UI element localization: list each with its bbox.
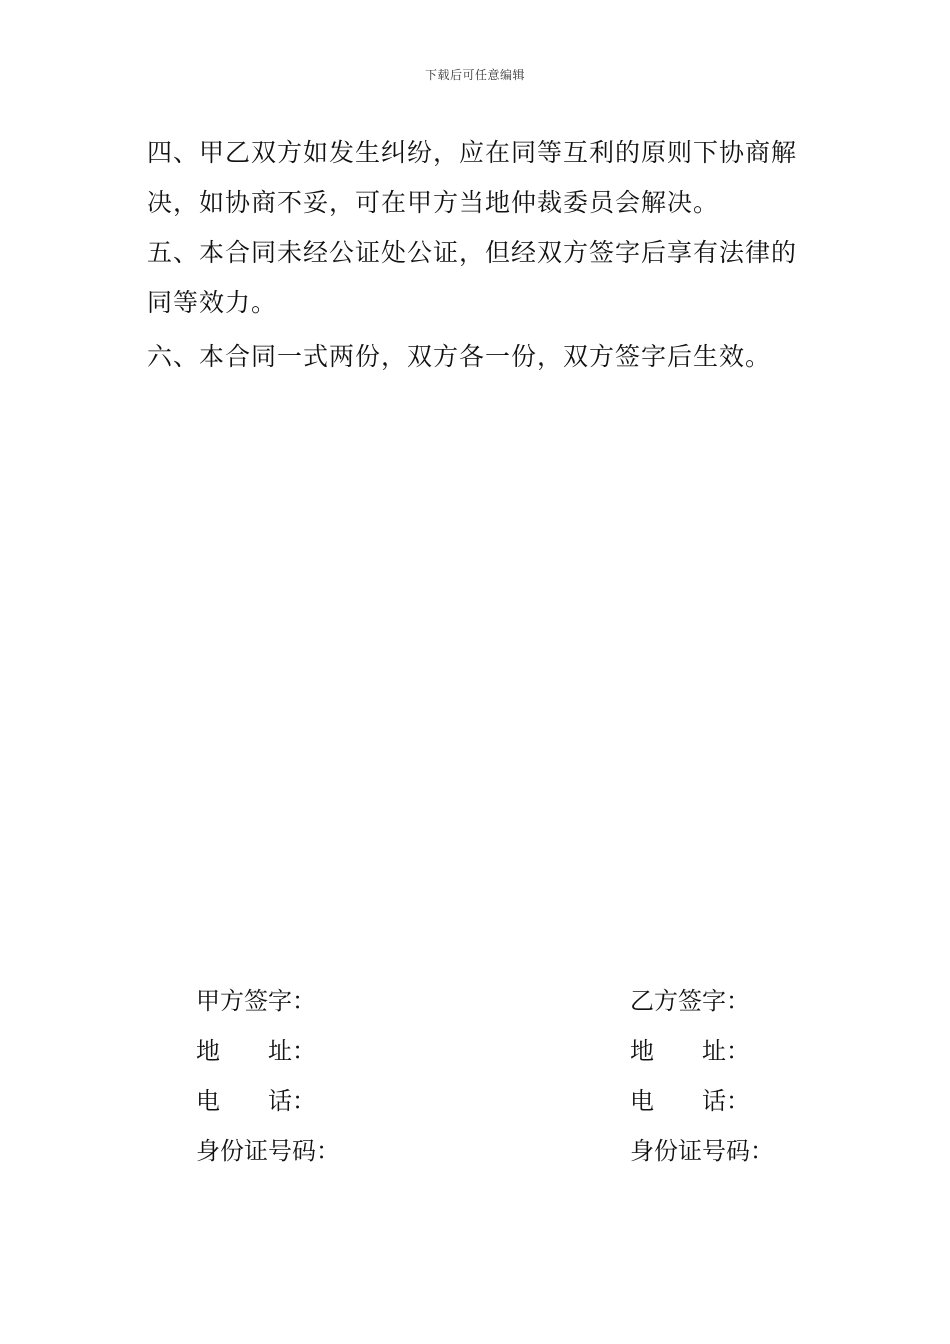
- party-a-phone-label: 电话: [196, 1087, 292, 1115]
- party-b-signature-block: [630, 976, 774, 1176]
- clause-four: 四、甲乙双方如发生纠纷，应在同等互利的原则下协商解决，如协商不妥，可在甲方当地仲裁委员会解决。: [147, 138, 798, 217]
- clause-five: 五、本合同未经公证处公证，但经双方签字后享有法律的同等效力。: [147, 238, 798, 317]
- party-a-address-colon: ：: [292, 1037, 316, 1065]
- party-a-phone-row: [196, 1076, 340, 1126]
- party-a-address-row: [196, 1026, 340, 1076]
- party-a-id-label: 身份证号码：: [196, 1137, 340, 1165]
- party-b-phone-row: [630, 1076, 774, 1126]
- party-b-phone-colon: ：: [726, 1087, 750, 1115]
- party-a-signature-label: 甲方签字：: [196, 987, 316, 1015]
- party-b-phone-label: 电话: [630, 1087, 726, 1115]
- party-a-phone-colon: ：: [292, 1087, 316, 1115]
- party-b-signature-label: 乙方签字：: [630, 987, 750, 1015]
- clause-six: 六、本合同一式两份，双方各一份，双方签字后生效。: [147, 342, 772, 371]
- party-a-address-label: 地址: [196, 1037, 292, 1065]
- party-a-signature-block: [196, 976, 340, 1176]
- contract-clauses: [147, 128, 812, 382]
- party-b-address-label: 地址: [630, 1037, 726, 1065]
- party-b-id-label: 身份证号码：: [630, 1137, 774, 1165]
- page-header: 下载后可任意编辑: [424, 68, 525, 82]
- party-b-address-row: [630, 1026, 774, 1076]
- party-b-address-colon: ：: [726, 1037, 750, 1065]
